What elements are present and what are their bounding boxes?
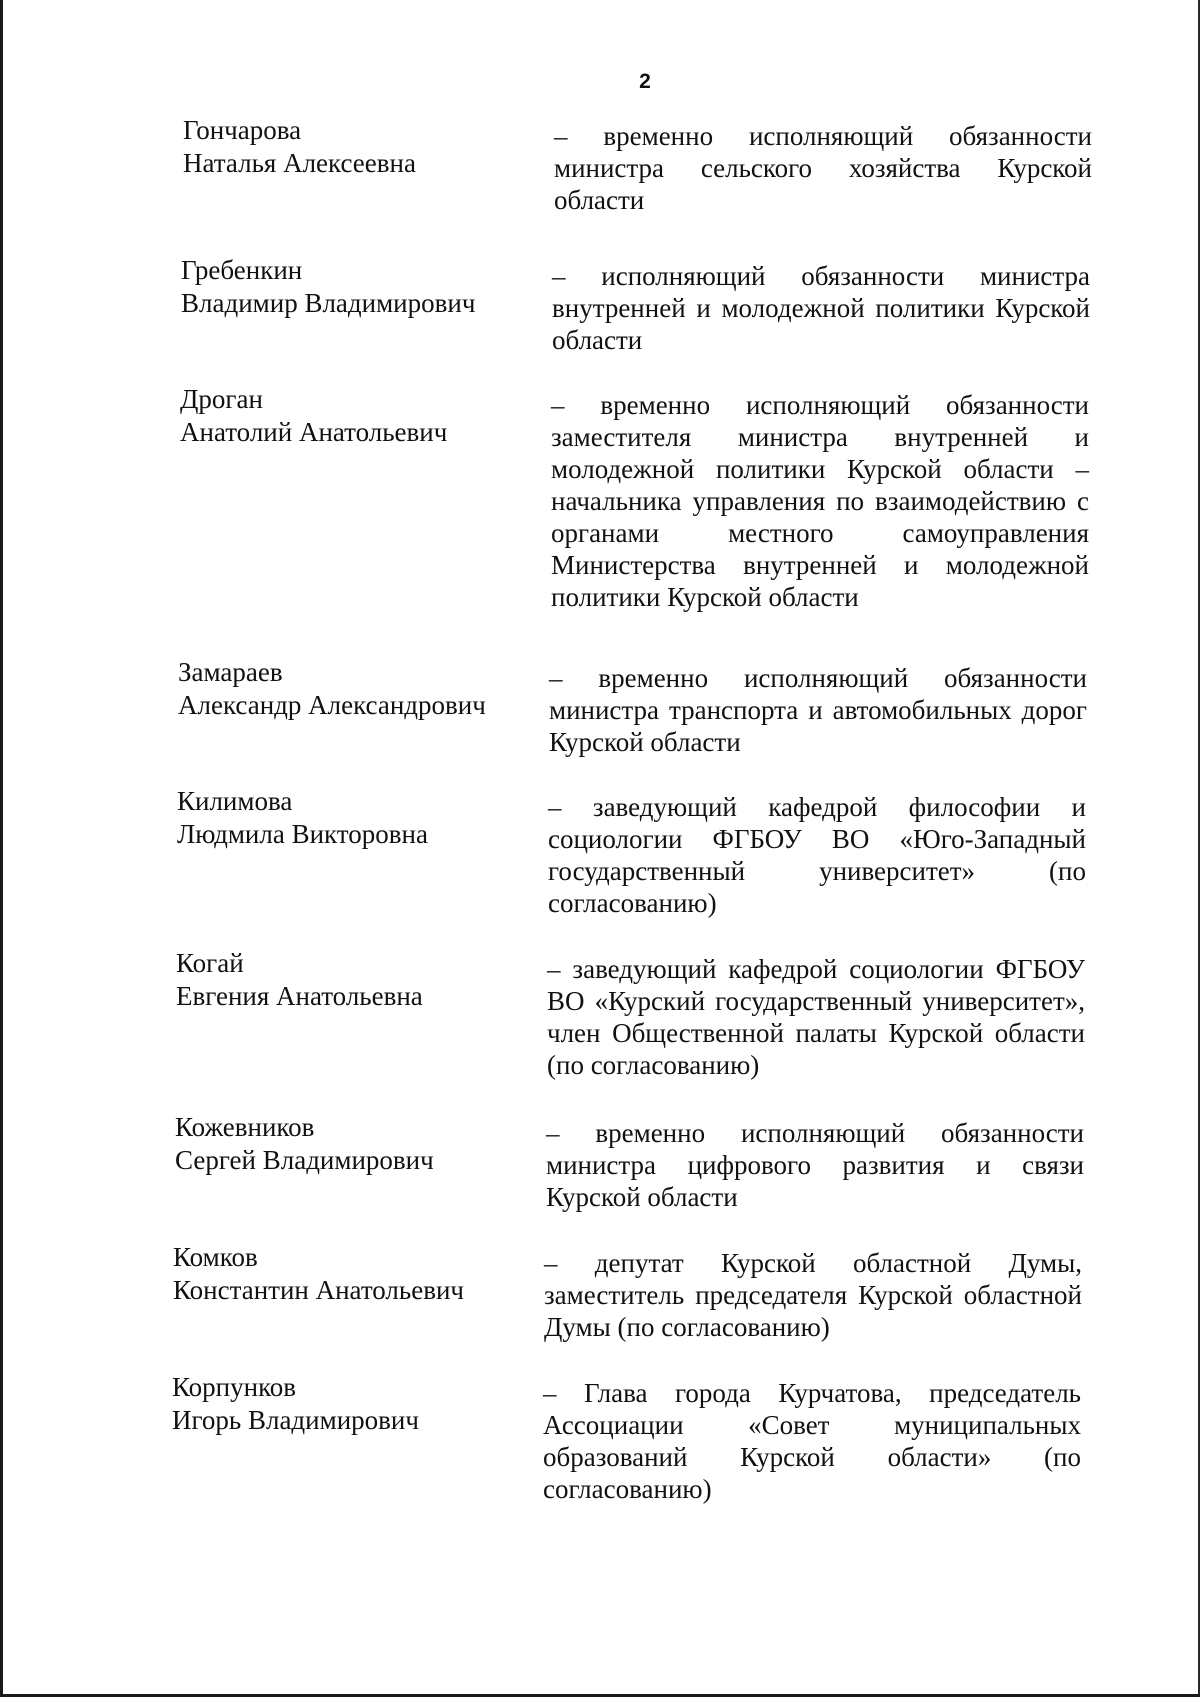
- member-name: [176, 947, 536, 1013]
- member-position: – Глава города Курчатова, председатель Ассоциации «Совет муниципальных образований Курской области» (по согласованию): [543, 1378, 1081, 1504]
- member-name: [180, 383, 540, 449]
- member-position: – заведующий кафедрой философии и социологии ФГБОУ ВО «Юго-Западный государственный университет» (по согласованию): [548, 792, 1086, 918]
- member-surname: Дроган: [180, 384, 263, 414]
- page-number: 2: [639, 70, 651, 93]
- member-name: [175, 1111, 535, 1177]
- member-surname: Комков: [173, 1242, 258, 1272]
- member-surname: Гребенкин: [181, 255, 303, 285]
- member-name: [183, 114, 543, 180]
- member-name: [177, 785, 537, 851]
- member-given-names: Сергей Владимирович: [175, 1145, 434, 1175]
- member-given-names: Наталья Алексеевна: [183, 148, 416, 178]
- member-given-names: Анатолий Анатольевич: [180, 417, 448, 447]
- member-name: [181, 254, 541, 320]
- member-given-names: Евгения Анатольевна: [176, 981, 423, 1011]
- member-given-names: Константин Анатольевич: [173, 1275, 464, 1305]
- member-position: – депутат Курской областной Думы, заместитель председателя Курской областной Думы (по согласованию): [544, 1248, 1082, 1342]
- member-name: [178, 656, 538, 722]
- member-position: – временно исполняющий обязанности министра сельского хозяйства Курской области: [554, 121, 1092, 215]
- member-position: – временно исполняющий обязанности министра транспорта и автомобильных дорог Курской области: [549, 663, 1087, 757]
- member-given-names: Александр Александрович: [178, 690, 486, 720]
- member-surname: Когай: [176, 948, 244, 978]
- member-given-names: Игорь Владимирович: [172, 1405, 419, 1435]
- member-position: – исполняющий обязанности министра внутренней и молодежной политики Курской области: [552, 261, 1090, 355]
- member-name: [173, 1241, 533, 1307]
- member-surname: Кожевников: [175, 1112, 315, 1142]
- scan-border-left: [0, 0, 3, 1697]
- member-surname: Гончарова: [183, 115, 302, 145]
- member-surname: Замараев: [178, 657, 283, 687]
- member-surname: Корпунков: [172, 1372, 297, 1402]
- member-given-names: Людмила Викторовна: [177, 819, 428, 849]
- member-position: – временно исполняющий обязанности министра цифрового развития и связи Курской области: [546, 1118, 1084, 1212]
- member-given-names: Владимир Владимирович: [181, 288, 476, 318]
- member-surname: Килимова: [177, 786, 293, 816]
- member-name: [172, 1371, 532, 1437]
- member-position: – временно исполняющий обязанности заместителя министра внутренней и молодежной политики Курской области – начальника управления по взаимодействию с органами местного самоуправления Министерства внутренней и молодежной политики Курской области: [551, 390, 1089, 612]
- member-position: – заведующий кафедрой социологии ФГБОУ ВО «Курский государственный университет», член Общественной палаты Курской области (по согласованию): [547, 954, 1085, 1080]
